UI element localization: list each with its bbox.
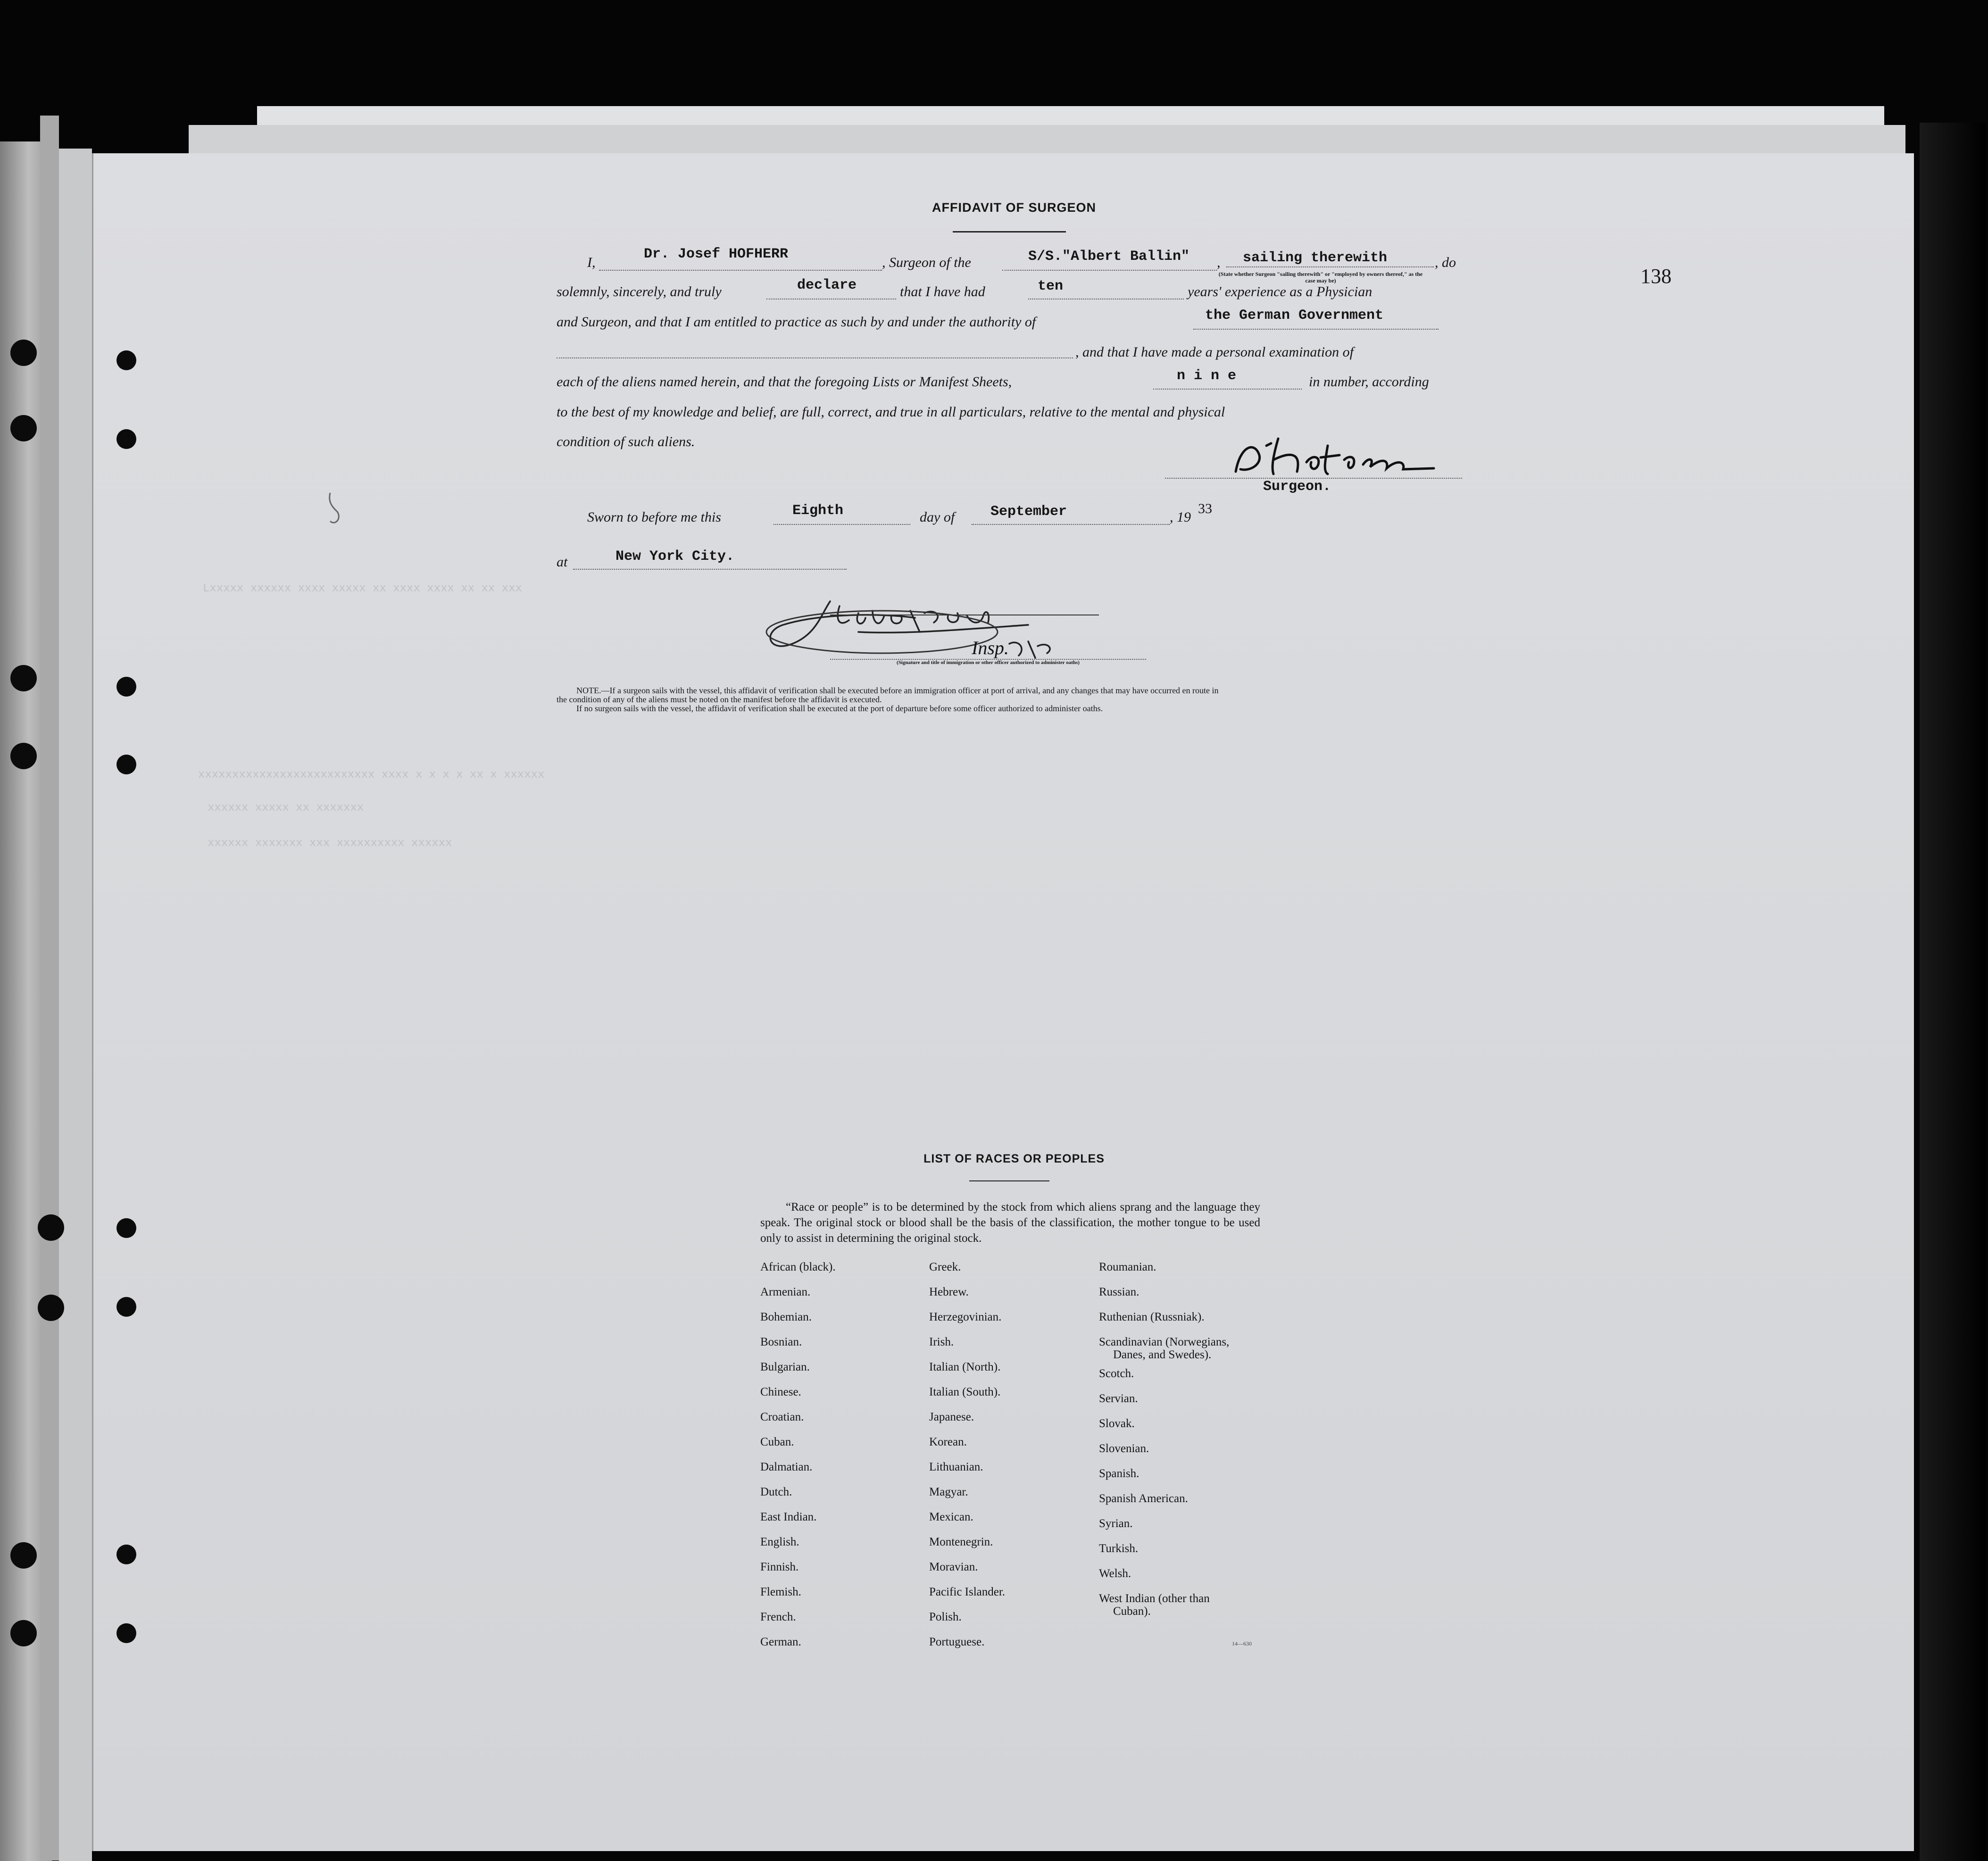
races-title-underline	[969, 1180, 1049, 1181]
affidavit-line5-b: in number, according	[1309, 374, 1429, 390]
race-item: Magyar.	[929, 1486, 968, 1498]
officer-title: Insp.	[972, 637, 1009, 658]
race-item: Turkish.	[1099, 1542, 1139, 1555]
sworn-text-b: day of	[920, 509, 955, 525]
bleed-through-text: xxxxxx xxxxx xx xxxxxxx	[208, 802, 364, 814]
binder-strip-inner	[40, 116, 59, 1861]
race-item: Hebrew.	[929, 1286, 969, 1298]
race-item: French.	[760, 1611, 796, 1623]
sworn-day: Eighth	[792, 503, 844, 519]
years-experience: ten	[1038, 278, 1064, 294]
race-item: Italian (North).	[929, 1361, 1001, 1373]
authority-continued-line	[557, 357, 1073, 358]
race-item: Chinese.	[760, 1386, 801, 1398]
races-column-2	[929, 1255, 1005, 1654]
race-item: Korean.	[929, 1436, 967, 1448]
at-place-line	[573, 569, 847, 570]
sheet-count: n i n e	[1177, 368, 1237, 384]
sworn-day-line	[774, 524, 910, 525]
authority-field-line	[1193, 329, 1439, 330]
affidavit-line1-prefix: I,	[587, 255, 596, 270]
bleed-through-text: Lxxxxx xxxxxx xxxx xxxxx xx xxxx xxxx xx xx xxx	[203, 582, 522, 595]
race-item: Polish.	[929, 1611, 962, 1623]
page-number: 138	[1640, 265, 1672, 288]
right-edge-shadow	[1920, 123, 1986, 1861]
race-item: Irish.	[929, 1336, 954, 1348]
race-item: Slovenian.	[1099, 1442, 1149, 1455]
races-column-1	[760, 1255, 836, 1654]
races-column-3	[1099, 1255, 1229, 1618]
form-code: 14—630	[1232, 1640, 1252, 1647]
race-item: Dalmatian.	[760, 1461, 813, 1473]
pencil-mark	[325, 490, 344, 531]
note-line-1: NOTE.—If a surgeon sails with the vessel, this affidavit of verification shall be executed before an immigration officer at port of arrival, and any changes that may have occurred en route in	[576, 686, 1219, 695]
race-item: Finnish.	[760, 1561, 799, 1573]
races-title: LIST OF RACES OR PEOPLES	[923, 1152, 1105, 1165]
binder-hole	[10, 415, 37, 441]
race-item: Spanish American.	[1099, 1492, 1188, 1505]
status-field-line	[1226, 266, 1434, 267]
sworn-month: September	[990, 504, 1067, 520]
sheet-count-field-line	[1153, 389, 1302, 390]
race-item: West Indian (other than	[1099, 1592, 1210, 1605]
officer-caption: (Signature and title of immigration or other officer authorized to administer oaths)	[897, 660, 1080, 665]
surgeon-signature-graphic	[1226, 427, 1453, 483]
race-item: Scotch.	[1099, 1367, 1134, 1380]
race-item: Italian (South).	[929, 1386, 1001, 1398]
race-item: Croatian.	[760, 1411, 804, 1423]
affidavit-line5-a: each of the aliens named herein, and that the foregoing Lists or Manifest Sheets,	[557, 374, 1012, 390]
affidavit-line6: to the best of my knowledge and belief, are full, correct, and true in all particulars, relative to the mental and physical	[557, 404, 1225, 420]
races-intro: “Race or people” is to be determined by the stock from which aliens sprang and the language they speak. The original stock or blood shall be the basis of the classification, the mother tongue to be used only to assist in determining the original stock.	[760, 1201, 1260, 1245]
race-item: East Indian.	[760, 1511, 817, 1523]
race-item: Cuban).	[1113, 1605, 1151, 1618]
note-line-2: the condition of any of the aliens must be noted on the manifest before the affidavit is executed.	[557, 695, 882, 704]
race-item: Armenian.	[760, 1286, 811, 1298]
race-item: Mexican.	[929, 1511, 973, 1523]
race-item: Flemish.	[760, 1586, 801, 1598]
binder-hole	[38, 1214, 64, 1241]
punch-hole	[116, 755, 136, 774]
race-item: Syrian.	[1099, 1517, 1133, 1530]
affidavit-line1-end: , do	[1435, 255, 1456, 270]
race-item: Bohemian.	[760, 1311, 812, 1323]
affidavit-line2-c: years' experience as a Physician	[1188, 284, 1372, 299]
race-item: Cuban.	[760, 1436, 794, 1448]
affidavit-line3-a: and Surgeon, and that I am entitled to practice as such by and under the authority of	[557, 314, 1036, 330]
sworn-year-prefix: , 19	[1170, 509, 1191, 525]
authority: the German Government	[1205, 307, 1384, 324]
declare-word: declare	[797, 277, 857, 293]
sworn-year: 33	[1198, 501, 1212, 516]
race-item: Greek.	[929, 1261, 961, 1273]
race-item: Welsh.	[1099, 1567, 1131, 1580]
sworn-month-line	[972, 524, 1170, 525]
race-item: Moravian.	[929, 1561, 978, 1573]
race-item: Servian.	[1099, 1392, 1138, 1405]
name-field-line	[599, 270, 882, 271]
surgeon-name: Dr. Josef HOFHERR	[644, 246, 789, 262]
binder-hole	[10, 340, 37, 366]
race-item: Montenegrin.	[929, 1536, 993, 1548]
punch-hole	[116, 1297, 136, 1317]
race-item: English.	[760, 1536, 799, 1548]
race-item: Danes, and Swedes).	[1113, 1348, 1212, 1361]
race-item: Spanish.	[1099, 1467, 1140, 1480]
bleed-through-text: xxxxxxxxxxxxxxxxxxxxxxxxxx xxxx x x x x xx x xxxxxx	[198, 769, 545, 781]
surgeon-label: Surgeon.	[1263, 479, 1331, 495]
race-item: Herzegovinian.	[929, 1311, 1002, 1323]
sworn-text-a: Sworn to before me this	[587, 509, 721, 525]
surgeon-status: sailing therewith	[1243, 250, 1388, 266]
punch-hole	[116, 1218, 136, 1238]
affidavit-line1-comma: ,	[1217, 255, 1221, 270]
binder-hole	[38, 1295, 64, 1321]
ship-name: S/S."Albert Ballin"	[1028, 249, 1190, 265]
status-instruction: (State whether Surgeon "sailing therewith" or "employed by owners thereof," as the case may be)	[1218, 271, 1423, 284]
ship-field-line	[1002, 270, 1217, 271]
binder-hole	[10, 1620, 37, 1646]
punch-hole	[116, 1545, 136, 1564]
race-item: Japanese.	[929, 1411, 974, 1423]
race-item: German.	[760, 1636, 801, 1648]
bleed-through-text: xxxxxx xxxxxxx xxx xxxxxxxxxx xxxxxx	[208, 837, 452, 850]
at-label: at	[557, 554, 568, 570]
binder-hole	[10, 743, 37, 769]
race-item: Bosnian.	[760, 1336, 802, 1348]
affidavit-title: AFFIDAVIT OF SURGEON	[932, 200, 1096, 215]
pencil-mark-graphic	[325, 490, 344, 528]
race-item: Portuguese.	[929, 1636, 985, 1648]
affidavit-line4: , and that I have made a personal examination of	[1075, 344, 1354, 360]
punch-hole	[116, 1623, 136, 1643]
binder-margin	[59, 149, 92, 1861]
binder-hole	[10, 1542, 37, 1569]
affidavit-line7: condition of such aliens.	[557, 434, 695, 449]
race-item: Lithuanian.	[929, 1461, 983, 1473]
surgeon-signature	[1226, 427, 1453, 486]
punch-hole	[116, 350, 136, 370]
race-item: Ruthenian (Russniak).	[1099, 1311, 1205, 1323]
race-item: African (black).	[760, 1261, 836, 1273]
race-item: Russian.	[1099, 1286, 1140, 1298]
title-underline	[953, 231, 1066, 233]
affidavit-line1-mid: , Surgeon of the	[882, 255, 971, 270]
binder-hole	[10, 665, 37, 691]
race-item: Bulgarian.	[760, 1361, 810, 1373]
race-item: Pacific Islander.	[929, 1586, 1006, 1598]
race-item: Dutch.	[760, 1486, 792, 1498]
affidavit-line2-b: that I have had	[900, 284, 985, 299]
punch-hole	[116, 677, 136, 697]
race-item: Slovak.	[1099, 1417, 1135, 1430]
race-item: Roumanian.	[1099, 1261, 1156, 1273]
punch-hole	[116, 429, 136, 449]
affidavit-line2-a: solemnly, sincerely, and truly	[557, 284, 722, 299]
note-line-3: If no surgeon sails with the vessel, the affidavit of verification shall be executed at the port of departure before some officer authorized to administer oaths.	[576, 704, 1103, 713]
at-place: New York City.	[616, 548, 735, 565]
race-item: Scandinavian (Norwegians,	[1099, 1336, 1230, 1348]
